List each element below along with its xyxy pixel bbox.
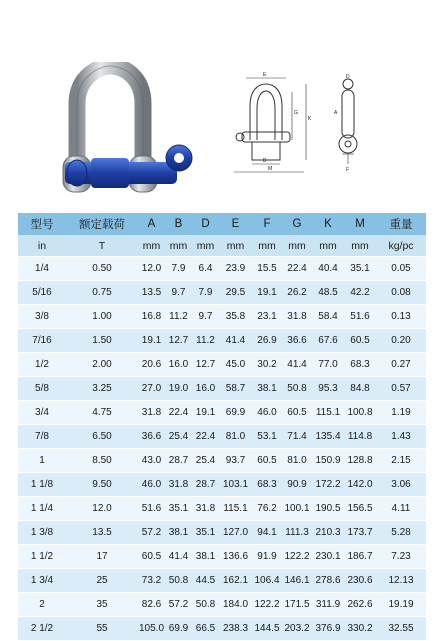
cell-e: 29.5 — [219, 281, 252, 305]
cell-k: 115.1 — [312, 401, 344, 425]
cell-model: 5/8 — [18, 377, 66, 401]
table-row — [18, 521, 426, 545]
unit-g: mm — [282, 235, 312, 257]
cell-load: 6.50 — [66, 425, 138, 449]
cell-m: 84.8 — [344, 377, 376, 401]
cell-b: 7.9 — [165, 257, 192, 281]
cell-a: 73.2 — [138, 569, 165, 593]
cell-e: 238.3 — [219, 617, 252, 641]
col-header-load: 额定载荷 — [66, 213, 138, 235]
unit-row — [18, 235, 426, 257]
cell-m: 51.6 — [344, 305, 376, 329]
cell-a: 105.0 — [138, 617, 165, 641]
cell-g: 26.2 — [282, 281, 312, 305]
cell-b: 35.1 — [165, 497, 192, 521]
cell-m: 114.8 — [344, 425, 376, 449]
cell-m: 230.6 — [344, 569, 376, 593]
cell-b: 38.1 — [165, 521, 192, 545]
cell-k: 48.5 — [312, 281, 344, 305]
dim-label-b: B — [263, 158, 267, 164]
cell-f: 106.4 — [252, 569, 282, 593]
unit-a: mm — [138, 235, 165, 257]
cell-m: 156.5 — [344, 497, 376, 521]
cell-weight: 0.05 — [376, 257, 426, 281]
cell-load: 8.50 — [66, 449, 138, 473]
table-row — [18, 473, 426, 497]
cell-load: 1.00 — [66, 305, 138, 329]
cell-d: 6.4 — [192, 257, 219, 281]
product-illustrations — [0, 0, 436, 210]
cell-load: 12.0 — [66, 497, 138, 521]
cell-load: 35 — [66, 593, 138, 617]
cell-e: 127.0 — [219, 521, 252, 545]
unit-b: mm — [165, 235, 192, 257]
cell-m: 35.1 — [344, 257, 376, 281]
cell-d: 44.5 — [192, 569, 219, 593]
cell-d: 50.8 — [192, 593, 219, 617]
cell-d: 9.7 — [192, 305, 219, 329]
cell-load: 3.25 — [66, 377, 138, 401]
shackle-drawing-icon — [222, 70, 372, 185]
cell-m: 186.7 — [344, 545, 376, 569]
cell-load: 4.75 — [66, 401, 138, 425]
unit-m: mm — [344, 235, 376, 257]
cell-a: 31.8 — [138, 401, 165, 425]
cell-weight: 5.28 — [376, 521, 426, 545]
cell-g: 41.4 — [282, 353, 312, 377]
cell-d: 28.7 — [192, 473, 219, 497]
cell-d: 25.4 — [192, 449, 219, 473]
dim-label-d: D — [346, 74, 350, 80]
cell-k: 67.6 — [312, 329, 344, 353]
cell-g: 31.8 — [282, 305, 312, 329]
header-row — [18, 213, 426, 235]
cell-f: 19.1 — [252, 281, 282, 305]
cell-f: 94.1 — [252, 521, 282, 545]
cell-weight: 0.27 — [376, 353, 426, 377]
cell-k: 172.2 — [312, 473, 344, 497]
cell-g: 100.1 — [282, 497, 312, 521]
cell-m: 100.8 — [344, 401, 376, 425]
cell-a: 51.6 — [138, 497, 165, 521]
table-row — [18, 305, 426, 329]
cell-model: 2 — [18, 593, 66, 617]
cell-g: 36.6 — [282, 329, 312, 353]
col-header-f: F — [252, 213, 282, 235]
cell-model: 7/8 — [18, 425, 66, 449]
cell-model: 1/4 — [18, 257, 66, 281]
cell-a: 43.0 — [138, 449, 165, 473]
cell-f: 53.1 — [252, 425, 282, 449]
cell-weight: 0.13 — [376, 305, 426, 329]
table-row — [18, 617, 426, 641]
table-row — [18, 401, 426, 425]
cell-f: 68.3 — [252, 473, 282, 497]
cell-e: 23.9 — [219, 257, 252, 281]
cell-model: 7/16 — [18, 329, 66, 353]
cell-load: 55 — [66, 617, 138, 641]
col-header-model: 型号 — [18, 213, 66, 235]
cell-weight: 0.20 — [376, 329, 426, 353]
cell-weight: 0.57 — [376, 377, 426, 401]
dim-label-e: E — [263, 72, 267, 78]
unit-model: in — [18, 235, 66, 257]
cell-k: 150.9 — [312, 449, 344, 473]
cell-a: 16.8 — [138, 305, 165, 329]
col-header-a: A — [138, 213, 165, 235]
cell-b: 25.4 — [165, 425, 192, 449]
cell-b: 31.8 — [165, 473, 192, 497]
cell-f: 23.1 — [252, 305, 282, 329]
cell-f: 144.5 — [252, 617, 282, 641]
cell-f: 91.9 — [252, 545, 282, 569]
cell-weight: 4.11 — [376, 497, 426, 521]
cell-b: 50.8 — [165, 569, 192, 593]
unit-d: mm — [192, 235, 219, 257]
cell-k: 77.0 — [312, 353, 344, 377]
cell-weight: 19.19 — [376, 593, 426, 617]
cell-a: 19.1 — [138, 329, 165, 353]
dim-label-m: M — [268, 166, 273, 172]
cell-e: 93.7 — [219, 449, 252, 473]
cell-model: 1 1/2 — [18, 545, 66, 569]
cell-m: 262.6 — [344, 593, 376, 617]
cell-b: 57.2 — [165, 593, 192, 617]
cell-a: 82.6 — [138, 593, 165, 617]
cell-e: 58.7 — [219, 377, 252, 401]
cell-model: 1/2 — [18, 353, 66, 377]
cell-e: 115.1 — [219, 497, 252, 521]
cell-m: 142.0 — [344, 473, 376, 497]
cell-d: 35.1 — [192, 521, 219, 545]
cell-g: 81.0 — [282, 449, 312, 473]
cell-k: 95.3 — [312, 377, 344, 401]
cell-g: 146.1 — [282, 569, 312, 593]
cell-a: 20.6 — [138, 353, 165, 377]
cell-b: 12.7 — [165, 329, 192, 353]
table-row — [18, 329, 426, 353]
cell-model: 1 1/8 — [18, 473, 66, 497]
unit-f: mm — [252, 235, 282, 257]
cell-weight: 3.06 — [376, 473, 426, 497]
cell-g: 90.9 — [282, 473, 312, 497]
cell-g: 122.2 — [282, 545, 312, 569]
table-row — [18, 449, 426, 473]
cell-e: 69.9 — [219, 401, 252, 425]
cell-e: 35.8 — [219, 305, 252, 329]
table-row — [18, 569, 426, 593]
col-header-weight: 重量 — [376, 213, 426, 235]
cell-weight: 0.08 — [376, 281, 426, 305]
cell-load: 0.50 — [66, 257, 138, 281]
cell-load: 9.50 — [66, 473, 138, 497]
cell-b: 28.7 — [165, 449, 192, 473]
cell-model: 1 1/4 — [18, 497, 66, 521]
cell-b: 16.0 — [165, 353, 192, 377]
dim-label-a: A — [334, 110, 338, 116]
cell-model: 2 1/2 — [18, 617, 66, 641]
cell-m: 128.8 — [344, 449, 376, 473]
col-header-k: K — [312, 213, 344, 235]
cell-weight: 1.43 — [376, 425, 426, 449]
cell-f: 60.5 — [252, 449, 282, 473]
cell-e: 184.0 — [219, 593, 252, 617]
table-row — [18, 281, 426, 305]
unit-e: mm — [219, 235, 252, 257]
cell-b: 9.7 — [165, 281, 192, 305]
spec-table — [18, 213, 426, 641]
cell-k: 311.9 — [312, 593, 344, 617]
cell-f: 26.9 — [252, 329, 282, 353]
dim-label-f: F — [346, 167, 350, 173]
table-row — [18, 353, 426, 377]
unit-load: T — [66, 235, 138, 257]
cell-k: 230.1 — [312, 545, 344, 569]
cell-model: 1 — [18, 449, 66, 473]
cell-model: 1 3/4 — [18, 569, 66, 593]
cell-b: 19.0 — [165, 377, 192, 401]
cell-f: 46.0 — [252, 401, 282, 425]
cell-e: 162.1 — [219, 569, 252, 593]
cell-g: 22.4 — [282, 257, 312, 281]
cell-g: 171.5 — [282, 593, 312, 617]
cell-load: 2.00 — [66, 353, 138, 377]
table-row — [18, 497, 426, 521]
cell-m: 68.3 — [344, 353, 376, 377]
cell-k: 190.5 — [312, 497, 344, 521]
cell-k: 40.4 — [312, 257, 344, 281]
cell-load: 0.75 — [66, 281, 138, 305]
col-header-g: G — [282, 213, 312, 235]
col-header-d: D — [192, 213, 219, 235]
cell-e: 45.0 — [219, 353, 252, 377]
cell-a: 57.2 — [138, 521, 165, 545]
cell-g: 203.2 — [282, 617, 312, 641]
cell-weight: 12.13 — [376, 569, 426, 593]
cell-weight: 7.23 — [376, 545, 426, 569]
cell-a: 27.0 — [138, 377, 165, 401]
cell-d: 12.7 — [192, 353, 219, 377]
cell-a: 13.5 — [138, 281, 165, 305]
cell-weight: 32.55 — [376, 617, 426, 641]
cell-e: 103.1 — [219, 473, 252, 497]
cell-g: 50.8 — [282, 377, 312, 401]
cell-m: 330.2 — [344, 617, 376, 641]
cell-d: 11.2 — [192, 329, 219, 353]
cell-k: 376.9 — [312, 617, 344, 641]
cell-b: 41.4 — [165, 545, 192, 569]
shackle-photo-icon — [55, 62, 195, 204]
cell-d: 7.9 — [192, 281, 219, 305]
cell-g: 60.5 — [282, 401, 312, 425]
cell-g: 71.4 — [282, 425, 312, 449]
table-row — [18, 377, 426, 401]
cell-load: 13.5 — [66, 521, 138, 545]
cell-d: 16.0 — [192, 377, 219, 401]
cell-b: 22.4 — [165, 401, 192, 425]
cell-model: 3/8 — [18, 305, 66, 329]
col-header-b: B — [165, 213, 192, 235]
spec-table-body — [18, 257, 426, 641]
table-row — [18, 545, 426, 569]
cell-k: 210.3 — [312, 521, 344, 545]
cell-m: 60.5 — [344, 329, 376, 353]
cell-f: 122.2 — [252, 593, 282, 617]
table-row — [18, 593, 426, 617]
cell-a: 60.5 — [138, 545, 165, 569]
unit-weight: kg/pc — [376, 235, 426, 257]
col-header-e: E — [219, 213, 252, 235]
svg-text:· · · ·: · · · · — [69, 129, 75, 142]
unit-k: mm — [312, 235, 344, 257]
cell-model: 1 3/8 — [18, 521, 66, 545]
cell-weight: 1.19 — [376, 401, 426, 425]
cell-load: 25 — [66, 569, 138, 593]
cell-d: 38.1 — [192, 545, 219, 569]
col-header-m: M — [344, 213, 376, 235]
cell-k: 135.4 — [312, 425, 344, 449]
cell-model: 5/16 — [18, 281, 66, 305]
cell-a: 12.0 — [138, 257, 165, 281]
cell-a: 36.6 — [138, 425, 165, 449]
cell-b: 69.9 — [165, 617, 192, 641]
dim-label-g: G — [294, 110, 298, 116]
cell-m: 173.7 — [344, 521, 376, 545]
cell-load: 1.50 — [66, 329, 138, 353]
cell-k: 58.4 — [312, 305, 344, 329]
cell-a: 46.0 — [138, 473, 165, 497]
cell-d: 19.1 — [192, 401, 219, 425]
cell-b: 11.2 — [165, 305, 192, 329]
cell-f: 15.5 — [252, 257, 282, 281]
cell-f: 76.2 — [252, 497, 282, 521]
cell-d: 31.8 — [192, 497, 219, 521]
dim-label-k: K — [308, 116, 312, 122]
cell-d: 22.4 — [192, 425, 219, 449]
cell-e: 81.0 — [219, 425, 252, 449]
cell-e: 136.6 — [219, 545, 252, 569]
cell-model: 3/4 — [18, 401, 66, 425]
cell-d: 66.5 — [192, 617, 219, 641]
cell-f: 38.1 — [252, 377, 282, 401]
cell-load: 17 — [66, 545, 138, 569]
cell-e: 41.4 — [219, 329, 252, 353]
table-row — [18, 425, 426, 449]
cell-f: 30.2 — [252, 353, 282, 377]
cell-m: 42.2 — [344, 281, 376, 305]
table-row — [18, 257, 426, 281]
cell-g: 111.3 — [282, 521, 312, 545]
cell-k: 278.6 — [312, 569, 344, 593]
cell-weight: 2.15 — [376, 449, 426, 473]
